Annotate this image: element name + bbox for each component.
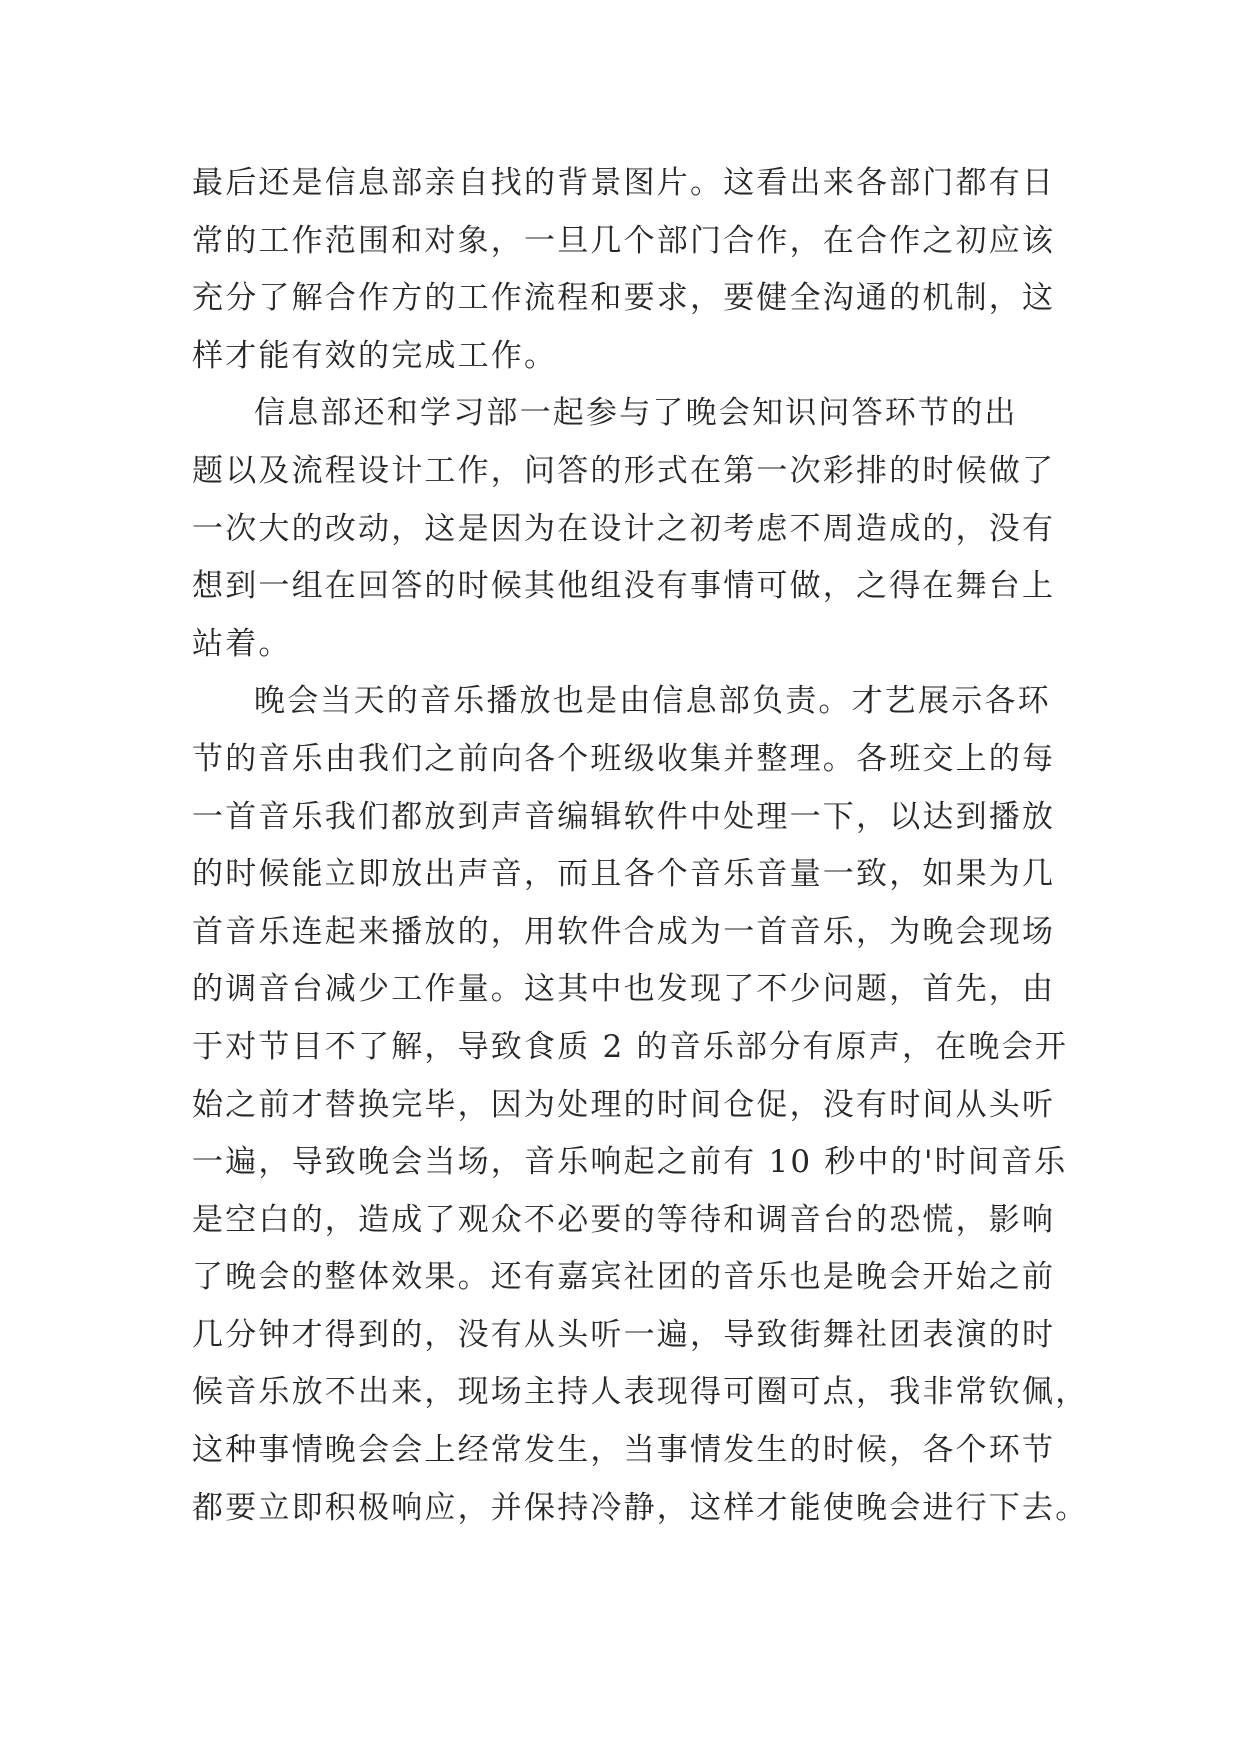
text-line: 首音乐连起来播放的，用软件合成为一首音乐，为晚会现场: [192, 913, 1056, 950]
body-text: [192, 155, 1089, 1537]
text-line: 一遍，导致晚会当场，音乐响起之前有 10 秒中的'时间音乐: [192, 1144, 1068, 1181]
text-line: 充分了解合作方的工作流程和要求，要健全沟通的机制，这: [192, 280, 1056, 317]
text-line: 想到一组在回答的时候其他组没有事情可做，之得在舞台上: [192, 568, 1056, 605]
paragraph-first-line: 晚会当天的音乐播放也是由信息部负责。才艺展示各环: [254, 683, 1051, 720]
text-line: 的时候能立即放出声音，而且各个音乐音量一致，如果为几: [192, 856, 1056, 893]
text-line: 样才能有效的完成工作。: [192, 337, 558, 374]
text-line: 最后还是信息部亲自找的背景图片。这看出来各部门都有日: [192, 165, 1056, 201]
text-line: 一首音乐我们都放到声音编辑软件中处理一下，以达到播放: [192, 798, 1056, 835]
text-line: 的调音台减少工作量。这其中也发现了不少问题，首先，由: [192, 971, 1056, 1008]
text-line: 是空白的，造成了观众不必要的等待和调音台的恐慌，影响: [192, 1201, 1056, 1238]
text-line: 于对节目不了解，导致食质 2 的音乐部分有原声，在晚会开: [192, 1028, 1069, 1065]
text-line: 节的音乐由我们之前向各个班级收集并整理。各班交上的每: [192, 740, 1056, 777]
text-line: 都要立即积极响应，并保持冷静，这样才能使晚会进行下去。: [192, 1489, 1089, 1526]
text-line: 题以及流程设计工作，问答的形式在第一次彩排的时候做了: [192, 452, 1056, 489]
text-line: 始之前才替换完毕，因为处理的时间仓促，没有时间从头听: [192, 1086, 1056, 1123]
text-line: 了晚会的整体效果。还有嘉宾社团的音乐也是晚会开始之前: [192, 1259, 1056, 1296]
text-line: 常的工作范围和对象，一旦几个部门合作，在合作之初应该: [192, 222, 1056, 259]
text-line: 这种事情晚会会上经常发生，当事情发生的时候，各个环节: [192, 1432, 1056, 1469]
text-line: 几分钟才得到的，没有从头听一遍，导致街舞社团表演的时: [192, 1316, 1056, 1353]
text-line: 候音乐放不出来，现场主持人表现得可圈可点，我非常钦佩，: [192, 1374, 1089, 1411]
paragraph-first-line: 信息部还和学习部一起参与了晚会知识问答环节的出: [254, 395, 1018, 432]
text-line: 一次大的改动，这是因为在设计之初考虑不周造成的，没有: [192, 510, 1056, 547]
text-line: 站着。: [192, 625, 292, 662]
